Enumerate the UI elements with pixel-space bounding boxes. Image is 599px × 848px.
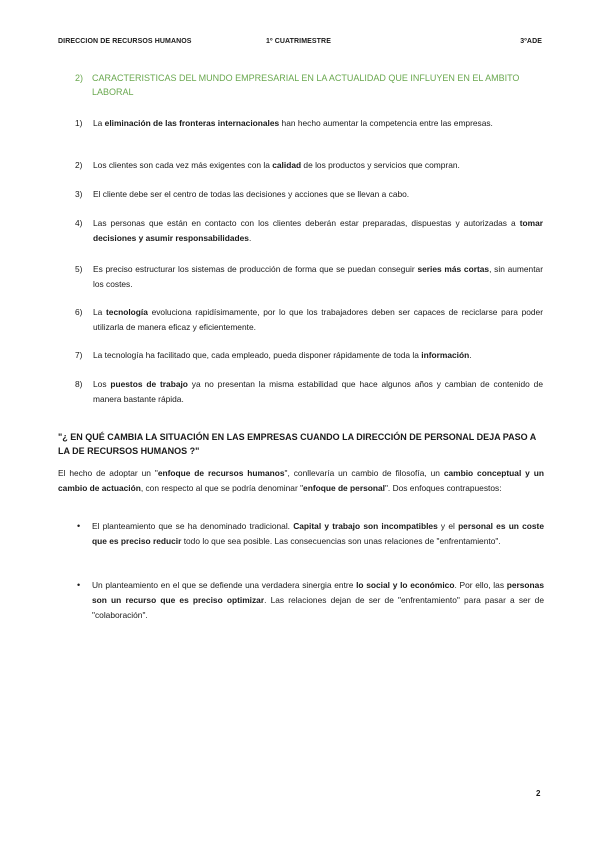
section-title: CARACTERISTICAS DEL MUNDO EMPRESARIAL EN LA ACTUALIDAD QUE INFLUYEN EN EL AMBITO LABORAL <box>92 73 520 97</box>
header-subject: DIRECCION DE RECURSOS HUMANOS <box>58 38 192 45</box>
header-term: 1º CUATRIMESTRE <box>266 38 331 45</box>
list-item-number: 7) <box>75 350 83 360</box>
list-item-number: 6) <box>75 307 83 317</box>
list-item-number: 1) <box>75 118 83 128</box>
bullet-icon: • <box>77 580 81 590</box>
list-item-text: La tecnología evoluciona rapidísimamente, por lo que los trabajadores deben ser capaces de reciclarse para poder utilizarla de manera eficaz y eficientemente. <box>93 307 543 332</box>
list-item-number: 8) <box>75 379 83 389</box>
list-item-text: Es preciso estructurar los sistemas de producción de forma que se puedan conseguir series más cortas, sin aumentar los costes. <box>93 264 543 289</box>
question-heading: "¿ EN QUÉ CAMBIA LA SITUACIÓN EN LAS EMPRESAS CUANDO LA DIRECCIÓN DE PERSONAL DEJA PASO A LA DE RECURSOS HUMANOS ?" <box>58 432 536 456</box>
list-item-text: Los puestos de trabajo ya no presentan la misma estabilidad que hace algunos años y cambian de contenido de manera bastante rápida. <box>93 379 543 404</box>
list-item-number: 4) <box>75 218 83 228</box>
list-item-text: Las personas que están en contacto con los clientes deberán estar preparadas, dispuestas y autorizadas a tomar decisiones y asumir responsabilidades. <box>93 218 543 243</box>
bullet-icon: • <box>77 521 81 531</box>
intro-paragraph: El hecho de adoptar un "enfoque de recursos humanos", conllevaría un cambio de filosofía, un cambio conceptual y un cambio de actuación, con respecto al que se podría denominar "enfoque de personal". Dos enfoques contrapuestos: <box>58 468 544 493</box>
page-header <box>58 38 542 50</box>
section-number: 2) <box>75 73 84 83</box>
list-item-text: La eliminación de las fronteras internacionales han hecho aumentar la competencia entre las empresas. <box>93 118 493 128</box>
page-number: 2 <box>536 789 541 798</box>
header-course: 3ºADE <box>520 38 542 45</box>
bullet-text: El planteamiento que se ha denominado tradicional. Capital y trabajo son incompatibles y el personal es un coste que es preciso reducir todo lo que sea posible. Las consecuencias son unas relaciones de "enfrentamiento". <box>92 521 545 546</box>
bullet-text: Un planteamiento en el que se defiende una verdadera sinergia entre lo social y lo económico. Por ello, las personas son un recurso que es preciso optimizar. Las relaciones dejan de ser de "enfrentamiento" para pasar a ser de "colaboración". <box>92 580 544 620</box>
list-item-number: 5) <box>75 264 83 274</box>
list-item-number: 2) <box>75 160 83 170</box>
list-item-text: El cliente debe ser el centro de todas las decisiones y acciones que se llevan a cabo. <box>93 189 410 199</box>
list-item-text: La tecnología ha facilitado que, cada empleado, pueda disponer rápidamente de toda la información. <box>93 350 472 360</box>
list-item-number: 3) <box>75 189 83 199</box>
list-item-text: Los clientes son cada vez más exigentes con la calidad de los productos y servicios que compran. <box>93 160 460 170</box>
